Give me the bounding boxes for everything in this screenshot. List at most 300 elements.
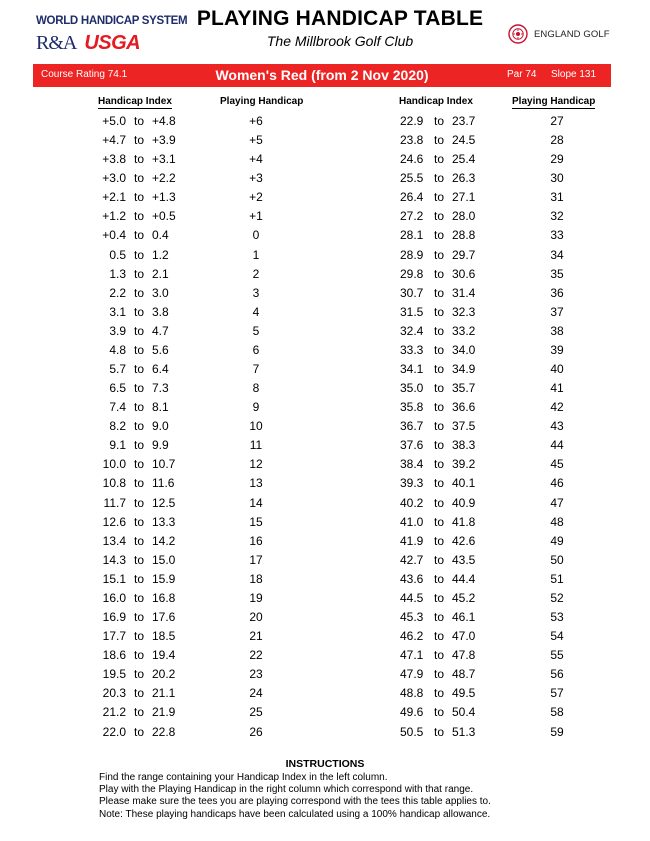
table-row (392, 723, 612, 742)
table-row (392, 665, 612, 684)
handicap-index-low: +3.0 (102, 171, 126, 186)
range-separator: to (134, 724, 145, 739)
playing-handicap-value: 35 (550, 266, 564, 281)
table-row (96, 723, 296, 742)
playing-handicap-value: 12 (249, 457, 263, 472)
handicap-index-low: 20.3 (102, 686, 126, 701)
column-header-playing-handicap: Playing Handicap (512, 96, 596, 107)
table-row (392, 150, 612, 169)
range-separator: to (134, 571, 145, 586)
playing-handicap-value: 52 (550, 590, 564, 605)
handicap-index-high: 9.9 (152, 438, 169, 453)
par-value: Par 74 (507, 69, 537, 80)
handicap-index-low: 45.3 (400, 610, 424, 625)
handicap-index-high: 23.7 (452, 114, 476, 128)
playing-handicap-value: 24 (249, 686, 263, 701)
playing-handicap-value: 37 (550, 304, 564, 319)
handicap-index-high: 4.7 (152, 323, 169, 338)
slope-value: Slope 131 (551, 69, 597, 80)
table-row (96, 379, 296, 398)
handicap-index-low: 27.2 (400, 209, 424, 224)
table-row (392, 532, 612, 551)
handicap-index-high: 25.4 (452, 152, 476, 167)
playing-handicap-value: 1 (252, 247, 260, 262)
handicap-index-low: 8.2 (109, 419, 126, 434)
handicap-index-high: 8.1 (152, 400, 169, 415)
handicap-index-high: 2.1 (152, 266, 169, 281)
table-row (96, 436, 296, 455)
range-separator: to (134, 705, 145, 720)
handicap-index-high: 21.1 (152, 686, 176, 701)
handicap-index-high: 29.7 (452, 247, 476, 262)
playing-handicap-value: 51 (550, 571, 564, 586)
handicap-index-low: 19.5 (102, 667, 126, 682)
instruction-line: Find the range containing your Handicap Index in the left column. (99, 772, 388, 783)
handicap-index-low: 24.6 (400, 152, 424, 167)
table-row (392, 341, 612, 360)
range-separator: to (134, 552, 145, 567)
handicap-index-high: +4.8 (152, 114, 176, 128)
table-row (392, 608, 612, 627)
handicap-index-high: 13.3 (152, 514, 176, 529)
playing-handicap-value: 28 (550, 133, 564, 148)
tee-banner (33, 64, 611, 87)
playing-handicap-value: 21 (249, 629, 263, 644)
handicap-index-high: 46.1 (452, 610, 476, 625)
table-row (96, 303, 296, 322)
range-separator: to (434, 323, 445, 338)
handicap-index-high: 32.3 (452, 304, 476, 319)
table-row (392, 284, 612, 303)
range-separator: to (134, 190, 145, 205)
instruction-line: Note: These playing handicaps have been calculated using a 100% handicap allowance. (99, 808, 491, 820)
range-separator: to (434, 342, 445, 357)
handicap-index-low: 17.7 (102, 629, 126, 644)
handicap-index-low: +5.0 (102, 114, 126, 128)
tee-name: Women's Red (from 2 Nov 2020) (215, 67, 429, 83)
handicap-index-low: 10.0 (102, 457, 126, 472)
table-row (392, 398, 612, 417)
instruction-line: Play with the Playing Handicap in the right column which correspond with that range. (99, 784, 474, 796)
table-row (96, 112, 296, 131)
handicap-index-low: 14.3 (102, 552, 126, 567)
handicap-index-low: 25.5 (400, 171, 424, 186)
range-separator: to (434, 266, 445, 281)
playing-handicap-value: 13 (249, 476, 263, 491)
handicap-index-high: 37.5 (452, 419, 476, 434)
range-separator: to (134, 667, 145, 682)
range-separator: to (434, 610, 445, 625)
table-row (392, 703, 612, 722)
handicap-index-high: 34.9 (452, 362, 476, 377)
table-row (392, 188, 612, 207)
handicap-index-low: 7.4 (109, 400, 126, 415)
handicap-index-high: 6.4 (152, 362, 169, 377)
table-row (392, 131, 612, 150)
table-row (96, 417, 296, 436)
handicap-index-high: 10.7 (152, 457, 176, 472)
playing-handicap-value: 20 (249, 610, 263, 625)
club-name: The Millbrook Golf Club (266, 33, 414, 49)
table-row (96, 226, 296, 245)
playing-handicap-value: 0 (252, 228, 260, 243)
handicap-index-low: 34.1 (400, 362, 424, 377)
handicap-index-high: 40.1 (452, 476, 476, 491)
range-separator: to (434, 304, 445, 319)
table-row (96, 474, 296, 493)
handicap-index-high: 35.7 (452, 381, 476, 396)
handicap-index-low: 33.3 (400, 342, 424, 357)
table-row (96, 513, 296, 532)
table-row (392, 417, 612, 436)
playing-handicap-value: 48 (550, 514, 564, 529)
range-separator: to (134, 285, 145, 300)
table-row (392, 265, 612, 284)
handicap-index-low: 23.8 (400, 133, 424, 148)
handicap-index-low: 0.5 (109, 247, 126, 262)
playing-handicap-value: +2 (249, 190, 263, 205)
table-row (392, 646, 612, 665)
playing-handicap-value: 34 (550, 247, 564, 262)
handicap-index-low: 1.3 (109, 266, 126, 281)
table-row (392, 474, 612, 493)
handicap-index-high: 16.8 (152, 590, 176, 605)
handicap-index-high: 27.1 (452, 190, 476, 205)
playing-handicap-value: 39 (550, 342, 564, 357)
table-row (392, 513, 612, 532)
range-separator: to (434, 648, 445, 663)
handicap-index-high: 3.8 (152, 304, 169, 319)
range-separator: to (134, 362, 145, 377)
handicap-index-high: 34.0 (452, 342, 476, 357)
range-separator: to (134, 495, 145, 510)
table-row (96, 684, 296, 703)
handicap-index-high: +0.5 (152, 209, 176, 224)
instructions-title: INSTRUCTIONS (285, 758, 365, 770)
range-separator: to (434, 686, 445, 701)
handicap-index-high: 24.5 (452, 133, 476, 148)
handicap-index-high: 22.8 (152, 724, 176, 739)
range-separator: to (434, 114, 445, 128)
handicap-index-low: 5.7 (109, 362, 126, 377)
handicap-index-low: +0.4 (102, 228, 126, 243)
column-header-playing-handicap: Playing Handicap (220, 96, 304, 107)
table-row (392, 169, 612, 188)
playing-handicap-value: 16 (249, 533, 263, 548)
table-row (96, 169, 296, 188)
range-separator: to (434, 667, 445, 682)
range-separator: to (434, 533, 445, 548)
rose-emblem-icon (508, 24, 528, 44)
handicap-index-low: 28.9 (400, 247, 424, 262)
handicap-index-low: 21.2 (102, 705, 126, 720)
table-row (392, 494, 612, 513)
range-separator: to (134, 209, 145, 224)
handicap-index-high: 17.6 (152, 610, 176, 625)
table-row (392, 246, 612, 265)
handicap-index-low: 35.0 (400, 381, 424, 396)
handicap-index-high: 14.2 (152, 533, 176, 548)
handicap-index-low: +1.2 (102, 209, 126, 224)
table-row (96, 646, 296, 665)
range-separator: to (134, 133, 145, 148)
handicap-index-low: 3.9 (109, 323, 126, 338)
handicap-index-high: 50.4 (452, 705, 476, 720)
table-row (96, 150, 296, 169)
handicap-index-low: 22.0 (102, 724, 126, 739)
range-separator: to (134, 533, 145, 548)
table-row (96, 665, 296, 684)
handicap-index-low: 48.8 (400, 686, 424, 701)
playing-handicap-value: 22 (249, 648, 263, 663)
range-separator: to (434, 228, 445, 243)
handicap-index-high: +1.3 (152, 190, 176, 205)
playing-handicap-value: 19 (249, 590, 263, 605)
range-separator: to (134, 514, 145, 529)
playing-handicap-value: +4 (249, 152, 263, 167)
playing-handicap-value: 15 (249, 514, 263, 529)
playing-handicap-value: 38 (550, 323, 564, 338)
handicap-index-high: 21.9 (152, 705, 176, 720)
handicap-index-high: 7.3 (152, 381, 169, 396)
table-row (392, 684, 612, 703)
range-separator: to (134, 400, 145, 415)
handicap-index-low: 35.8 (400, 400, 424, 415)
handicap-index-high: 11.6 (152, 476, 175, 491)
playing-handicap-value: 5 (252, 323, 260, 338)
column-header-handicap-index: Handicap Index (98, 96, 172, 107)
handicap-index-high: 20.2 (152, 667, 176, 682)
range-separator: to (434, 495, 445, 510)
handicap-index-high: 48.7 (452, 667, 476, 682)
playing-handicap-value: 57 (550, 686, 564, 701)
playing-handicap-value: 26 (249, 724, 263, 739)
playing-handicap-value: 56 (550, 667, 564, 682)
handicap-index-low: 47.9 (400, 667, 424, 682)
handicap-index-low: 10.8 (102, 476, 126, 491)
handicap-index-high: 26.3 (452, 171, 476, 186)
handicap-index-high: 31.4 (452, 285, 476, 300)
handicap-index-high: 30.6 (452, 266, 476, 281)
range-separator: to (434, 705, 445, 720)
handicap-index-high: 45.2 (452, 590, 476, 605)
handicap-index-low: 4.8 (109, 342, 126, 357)
handicap-index-high: 42.6 (452, 533, 476, 548)
playing-handicap-value: 29 (550, 152, 564, 167)
range-separator: to (134, 171, 145, 186)
range-separator: to (434, 552, 445, 567)
handicap-index-high: 19.4 (152, 648, 176, 663)
handicap-index-high: 0.4 (152, 228, 169, 243)
table-row (96, 532, 296, 551)
playing-handicap-value: +6 (249, 114, 263, 128)
handicap-index-low: 16.0 (102, 590, 126, 605)
playing-handicap-value: 58 (550, 705, 564, 720)
handicap-index-low: 22.9 (400, 114, 424, 128)
table-row (392, 360, 612, 379)
range-separator: to (134, 438, 145, 453)
playing-handicap-value: 23 (249, 667, 263, 682)
playing-handicap-value: 54 (550, 629, 564, 644)
range-separator: to (134, 228, 145, 243)
playing-handicap-value: 49 (550, 533, 564, 548)
handicap-index-high: 12.5 (152, 495, 176, 510)
playing-handicap-value: 14 (249, 495, 263, 510)
table-row (96, 494, 296, 513)
handicap-index-low: 36.7 (400, 419, 424, 434)
handicap-index-high: 41.8 (452, 514, 476, 529)
handicap-index-low: 3.1 (109, 304, 126, 319)
range-separator: to (434, 514, 445, 529)
range-separator: to (134, 381, 145, 396)
playing-handicap-value: 8 (252, 381, 260, 396)
range-separator: to (434, 438, 445, 453)
range-separator: to (434, 571, 445, 586)
handicap-index-low: 18.6 (102, 648, 126, 663)
table-row (96, 246, 296, 265)
table-row (96, 360, 296, 379)
range-separator: to (434, 209, 445, 224)
handicap-index-low: 38.4 (400, 457, 424, 472)
table-row (392, 570, 612, 589)
playing-handicap-value: 11 (249, 438, 263, 453)
table-row (392, 379, 612, 398)
playing-handicap-value: 10 (249, 419, 263, 434)
handicap-table-right (392, 112, 612, 742)
playing-handicap-value: 43 (550, 419, 564, 434)
range-separator: to (434, 590, 445, 605)
range-separator: to (134, 304, 145, 319)
playing-handicap-value: 3 (252, 285, 260, 300)
handicap-index-high: 28.0 (452, 209, 476, 224)
handicap-index-low: 30.7 (400, 285, 424, 300)
playing-handicap-value: 17 (249, 552, 263, 567)
playing-handicap-value: 42 (550, 400, 564, 415)
playing-handicap-value: 55 (550, 648, 564, 663)
playing-handicap-value: +5 (249, 133, 263, 148)
handicap-index-low: 50.5 (400, 724, 424, 739)
playing-handicap-value: 45 (550, 457, 564, 472)
playing-handicap-value: 7 (252, 362, 260, 377)
range-separator: to (134, 114, 145, 128)
handicap-index-low: 28.1 (400, 228, 424, 243)
range-separator: to (134, 266, 145, 281)
handicap-index-high: 15.9 (152, 571, 176, 586)
playing-handicap-value: 41 (550, 381, 564, 396)
playing-handicap-value: 9 (252, 400, 260, 415)
playing-handicap-value: 30 (550, 171, 564, 186)
instruction-line: Please make sure the tees you are playing correspond with the tees this table applies to. (99, 796, 491, 808)
range-separator: to (434, 419, 445, 434)
table-row (96, 188, 296, 207)
handicap-index-high: 47.8 (452, 648, 476, 663)
handicap-index-low: +4.7 (102, 133, 126, 148)
handicap-index-low: 44.5 (400, 590, 424, 605)
handicap-index-high: 9.0 (152, 419, 169, 434)
range-separator: to (134, 610, 145, 625)
handicap-index-high: 33.2 (452, 323, 476, 338)
range-separator: to (434, 285, 445, 300)
handicap-index-high: 51.3 (452, 724, 476, 739)
range-separator: to (134, 457, 145, 472)
table-row (96, 627, 296, 646)
handicap-index-low: 13.4 (102, 533, 126, 548)
handicap-index-low: +3.8 (102, 152, 126, 167)
table-row (392, 455, 612, 474)
range-separator: to (134, 152, 145, 167)
playing-handicap-value: 6 (252, 342, 260, 357)
range-separator: to (434, 457, 445, 472)
table-row (392, 112, 612, 131)
england-golf-logo (508, 24, 610, 44)
handicap-index-high: 40.9 (452, 495, 476, 510)
handicap-index-low: 46.2 (400, 629, 424, 644)
handicap-index-low: 40.2 (400, 495, 424, 510)
playing-handicap-value: 53 (550, 610, 564, 625)
handicap-index-low: 41.0 (400, 514, 424, 529)
handicap-index-low: +2.1 (102, 190, 126, 205)
handicap-index-low: 37.6 (400, 438, 424, 453)
handicap-index-high: 36.6 (452, 400, 476, 415)
handicap-index-high: 43.5 (452, 552, 476, 567)
handicap-index-high: 18.5 (152, 629, 176, 644)
table-row (96, 265, 296, 284)
playing-handicap-value: 44 (550, 438, 564, 453)
range-separator: to (434, 381, 445, 396)
table-row (96, 341, 296, 360)
playing-handicap-value: 47 (550, 495, 564, 510)
playing-handicap-value: 33 (550, 228, 564, 243)
whs-logo-text: WORLD HANDICAP SYSTEM (36, 15, 188, 27)
handicap-index-high: +3.1 (152, 152, 176, 167)
range-separator: to (434, 152, 445, 167)
range-separator: to (434, 190, 445, 205)
handicap-index-low: 11.7 (103, 495, 126, 510)
handicap-index-low: 9.1 (109, 438, 126, 453)
handicap-index-high: 28.8 (452, 228, 476, 243)
handicap-index-low: 2.2 (109, 285, 126, 300)
range-separator: to (134, 476, 145, 491)
table-row (96, 131, 296, 150)
table-row (392, 551, 612, 570)
playing-handicap-value: 31 (550, 190, 564, 205)
column-header-handicap-index: Handicap Index (399, 96, 473, 107)
playing-handicap-value: 25 (249, 705, 263, 720)
handicap-index-high: 15.0 (152, 552, 176, 567)
england-golf-text: ENGLAND GOLF (534, 28, 610, 40)
range-separator: to (134, 419, 145, 434)
playing-handicap-value: +3 (249, 171, 263, 186)
range-separator: to (134, 590, 145, 605)
playing-handicap-value: +1 (249, 209, 263, 224)
handicap-index-high: 3.0 (152, 285, 169, 300)
handicap-index-high: 5.6 (152, 342, 169, 357)
range-separator: to (134, 629, 145, 644)
usga-logo: USGA (84, 32, 141, 54)
ra-logo: R&A (36, 32, 77, 54)
playing-handicap-value: 50 (550, 552, 564, 567)
playing-handicap-value: 40 (550, 362, 564, 377)
handicap-index-high: +3.9 (152, 133, 176, 148)
playing-handicap-value: 2 (252, 266, 260, 281)
range-separator: to (134, 686, 145, 701)
handicap-index-low: 49.6 (400, 705, 424, 720)
handicap-index-low: 12.6 (102, 514, 126, 529)
range-separator: to (134, 342, 145, 357)
range-separator: to (434, 476, 445, 491)
table-row (96, 608, 296, 627)
handicap-index-low: 47.1 (400, 648, 424, 663)
